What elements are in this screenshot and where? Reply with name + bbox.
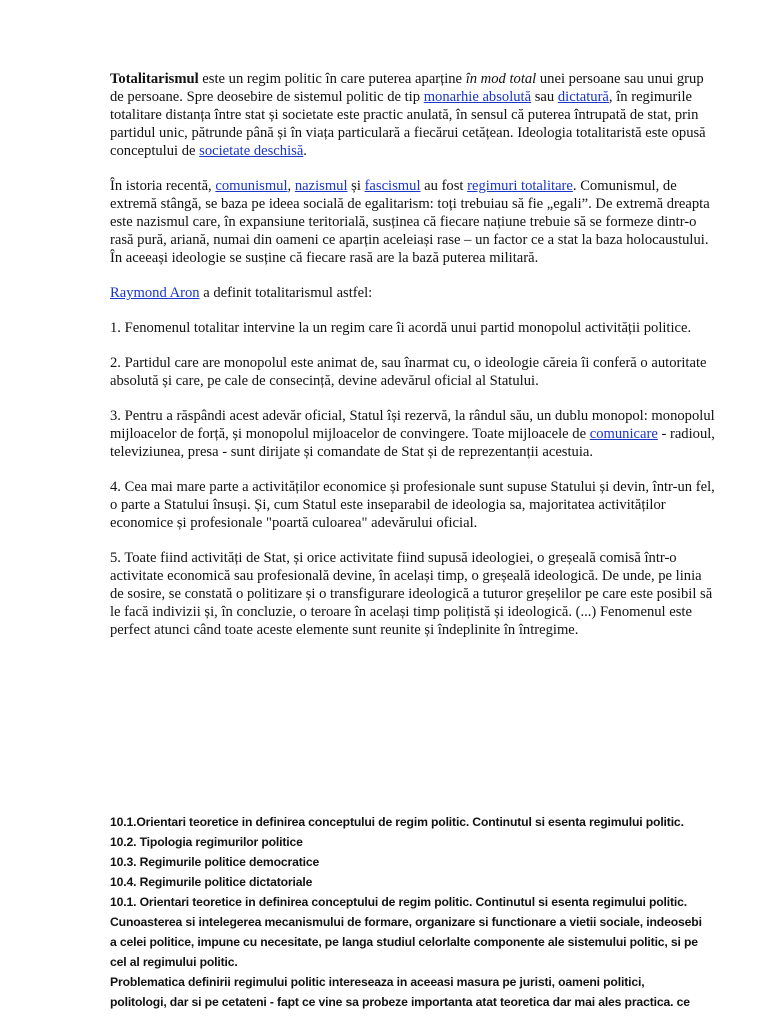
link-comunicare[interactable]: comunicare: [589, 426, 658, 442]
term-totalitarismul: Totalitarismul: [110, 71, 199, 87]
outline-line: a celei politice, impune cu necesitate, pe langa studiul celorlalte componente ale sistemului politic, si pe: [110, 935, 698, 949]
article-body: [110, 70, 716, 656]
paragraph-point-5: 5. Toate fiind activități de Stat, și orice activitate fiind supusă ideologiei, o greșeală comisă într-o activitate economică sau profesională devine, în același timp, o greșeală ideologică. De unde, pe linia de sosire, se constată o politizare și o transfigurare ideologică a tuturor greșelilor pe care este posibil să le facă indivizii și, în concluzie, o teroare în același timp polițistă și ideologică. (...) Fenomenul este perfect atunci când toate aceste elemente sunt reunite și îndeplinite în întregime.: [110, 550, 713, 638]
link-comunismul[interactable]: comunismul: [215, 178, 288, 194]
text-span: au fost: [420, 178, 468, 194]
paragraph-point-2: 2. Partidul care are monopolul este animat de, sau înarmat cu, o ideologie căreia îi conferă o autoritate absolută și care, pe cale de consecință, devine adevărul oficial al Statului.: [110, 355, 707, 389]
outline-line: 10.1.Orientari teoretice in definirea conceptului de regim politic. Continutul si esenta regimului politic.: [110, 815, 684, 829]
text-span: În istoria recentă,: [110, 178, 216, 194]
paragraph-definition: [110, 70, 716, 160]
text-span: .: [303, 143, 307, 159]
text-span: sau: [531, 89, 558, 105]
link-dictatura[interactable]: dictatură: [557, 89, 609, 105]
link-fascismul[interactable]: fascismul: [364, 178, 421, 194]
text-span: este un regim politic în care puterea aparține: [198, 71, 466, 87]
outline-line: cel al regimului politic.: [110, 955, 238, 969]
paragraph-point-1: 1. Fenomenul totalitar intervine la un regim care îi acordă unui partid monopolul activității politice.: [110, 320, 692, 336]
outline-line: 10.4. Regimurile politice dictatoriale: [110, 875, 313, 889]
outline-line: 10.3. Regimurile politice democratice: [110, 855, 320, 869]
outline-line: Cunoasterea si intelegerea mecanismului de formare, organizare si functionare a vietii sociale, indeosebi: [110, 915, 702, 929]
paragraph-point-4: 4. Cea mai mare parte a activităților economice și profesionale sunt supuse Statului și devin, într-un fel, o parte a Statului însuși. Și, cum Statul este inseparabil de ideologia sa, majoritatea activităților economice și profesionale "poartă culoarea" adevărului oficial.: [110, 479, 715, 531]
link-societate-deschisa[interactable]: societate deschisă: [199, 143, 304, 159]
link-monarhie-absoluta[interactable]: monarhie absolută: [423, 89, 532, 105]
text-span: , în regimurile totalitare distanța între stat și societate este practic anulată, în sensul că puterea întrupată de stat, prin partidul unic, pătrunde până și în viața particulară a fiecărui cetățean. Ideologia totalitaristă este opusă conceptului de: [110, 89, 706, 159]
emphasis-text: în mod total: [465, 71, 537, 87]
text-span: . Comunismul, de extremă stângă, se baza pe ideea socială de egalitarism: toți trebuiau să fie „egali”. De extremă dreapta este nazismul care, în expansiune teritorială, susținea că fiecare națiune trebuie să se formeze dintr-o rasă pură, ariană, numai din oameni ce aparțin aceleiași rase – un factor ce a stat la baza holocaustului. În aceeași ideologie se susține că fiecare rasă are la bază puterea militară.: [110, 178, 710, 266]
paragraph-point-3: [110, 407, 716, 461]
chapter-outline: [110, 812, 720, 1012]
paragraph-aron-intro: [110, 284, 716, 302]
text-span: și: [347, 178, 365, 194]
link-raymond-aron[interactable]: Raymond Aron: [110, 285, 200, 301]
paragraph-history: [110, 177, 716, 267]
link-nazismul[interactable]: nazismul: [294, 178, 348, 194]
link-regimuri-totalitare[interactable]: regimuri totalitare: [467, 178, 573, 194]
outline-line: 10.2. Tipologia regimurilor politice: [110, 835, 303, 849]
text-span: - radioul, televiziunea, presa - sunt dirijate și comandate de Stat și de reprezentanții acestuia.: [110, 426, 715, 460]
outline-line: Problematica definirii regimului politic intereseaza in aceeasi masura pe juristi, oameni politici,: [110, 975, 645, 989]
outline-line: 10.1. Orientari teoretice in definirea conceptului de regim politic. Continutul si esenta regimului politic.: [110, 895, 688, 909]
outline-line: politologi, dar si pe cetateni - fapt ce vine sa probeze importanta atat teoretica dar mai ales practica. ce: [110, 995, 690, 1009]
text-span: a definit totalitarismul astfel:: [199, 285, 373, 301]
text-span: 3. Pentru a răspândi acest adevăr oficial, Statul își rezervă, la rândul său, un dublu monopol: monopolul mijloacelor de forță, și monopolul mijloacelor de convingere. Toate mijloacele de: [110, 408, 715, 442]
text-span: ,: [287, 178, 295, 194]
text-span: unei persoane sau unui grup de persoane. Spre deosebire de sistemul politic de tip: [110, 71, 704, 105]
